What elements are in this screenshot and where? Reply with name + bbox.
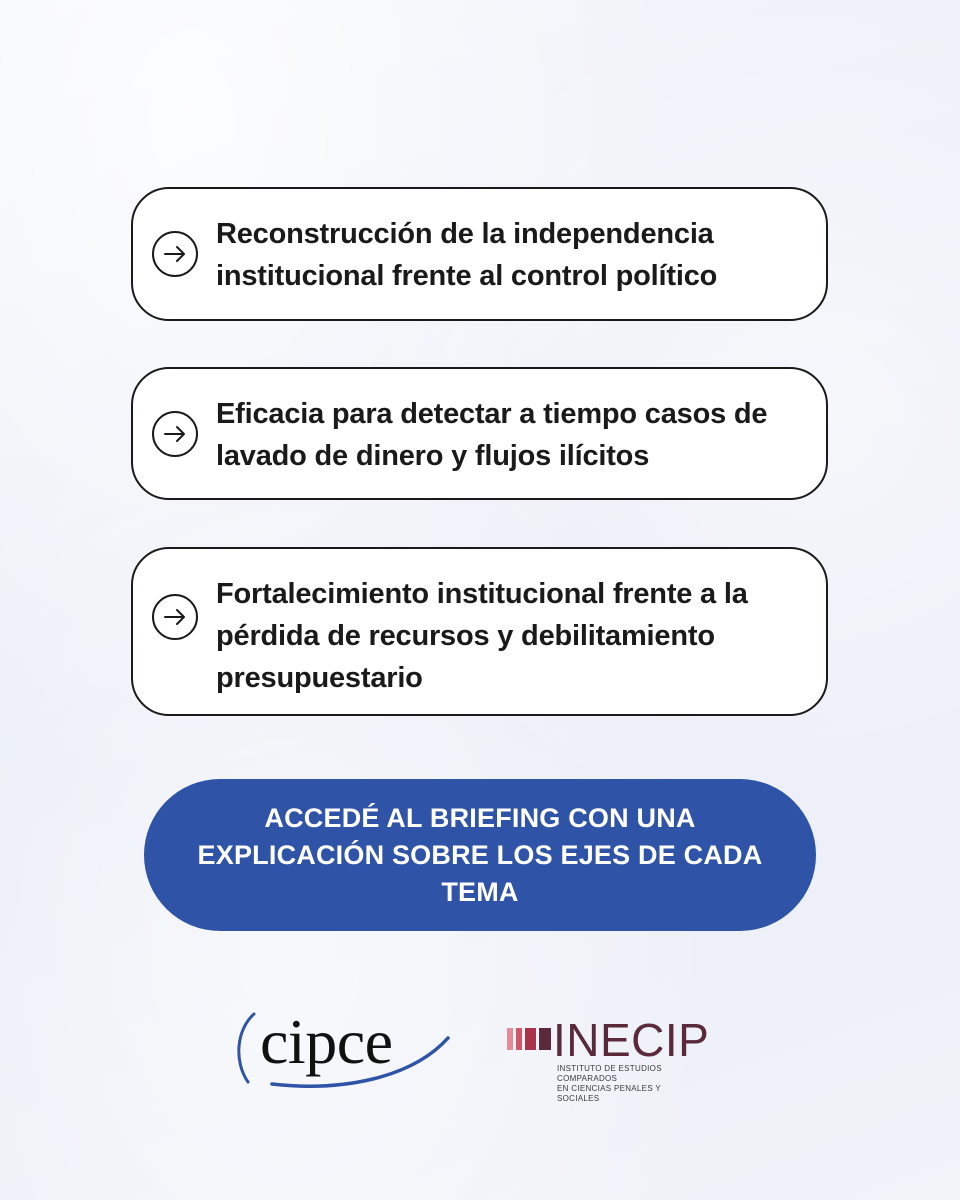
inecip-subtitle bbox=[557, 1064, 705, 1104]
inecip-subtitle-line-2: EN CIENCIAS PENALES Y SOCIALES bbox=[557, 1084, 661, 1103]
topic-text: Fortalecimiento institucional frente a la pérdida de recursos y debilitamiento presupuestario bbox=[216, 578, 748, 694]
briefing-cta-label: ACCEDÉ AL BRIEFING CON UNA EXPLICACIÓN SOBRE LOS EJES DE CADA TEMA bbox=[197, 802, 763, 907]
arrow-right-circle-icon bbox=[151, 593, 199, 641]
inecip-logo bbox=[505, 1014, 710, 1103]
topic-text: Eficacia para detectar a tiempo casos de lavado de dinero y flujos ilícitos bbox=[216, 398, 768, 472]
topic-card-1 bbox=[131, 187, 828, 321]
inecip-bars-icon bbox=[507, 1028, 553, 1050]
topic-text: Reconstrucción de la independencia institucional frente al control político bbox=[216, 218, 718, 292]
inecip-wordmark: INECIP bbox=[553, 1014, 710, 1066]
arrow-right-circle-icon bbox=[151, 230, 199, 278]
cipce-wordmark: cipce bbox=[260, 1006, 393, 1077]
briefing-cta-button[interactable] bbox=[144, 779, 816, 931]
topic-card-2 bbox=[131, 367, 828, 500]
topic-card-3 bbox=[131, 547, 828, 716]
arrow-right-circle-icon bbox=[151, 410, 199, 458]
inecip-subtitle-line-1: INSTITUTO DE ESTUDIOS COMPARADOS bbox=[557, 1064, 662, 1083]
cipce-logo bbox=[232, 1000, 454, 1092]
